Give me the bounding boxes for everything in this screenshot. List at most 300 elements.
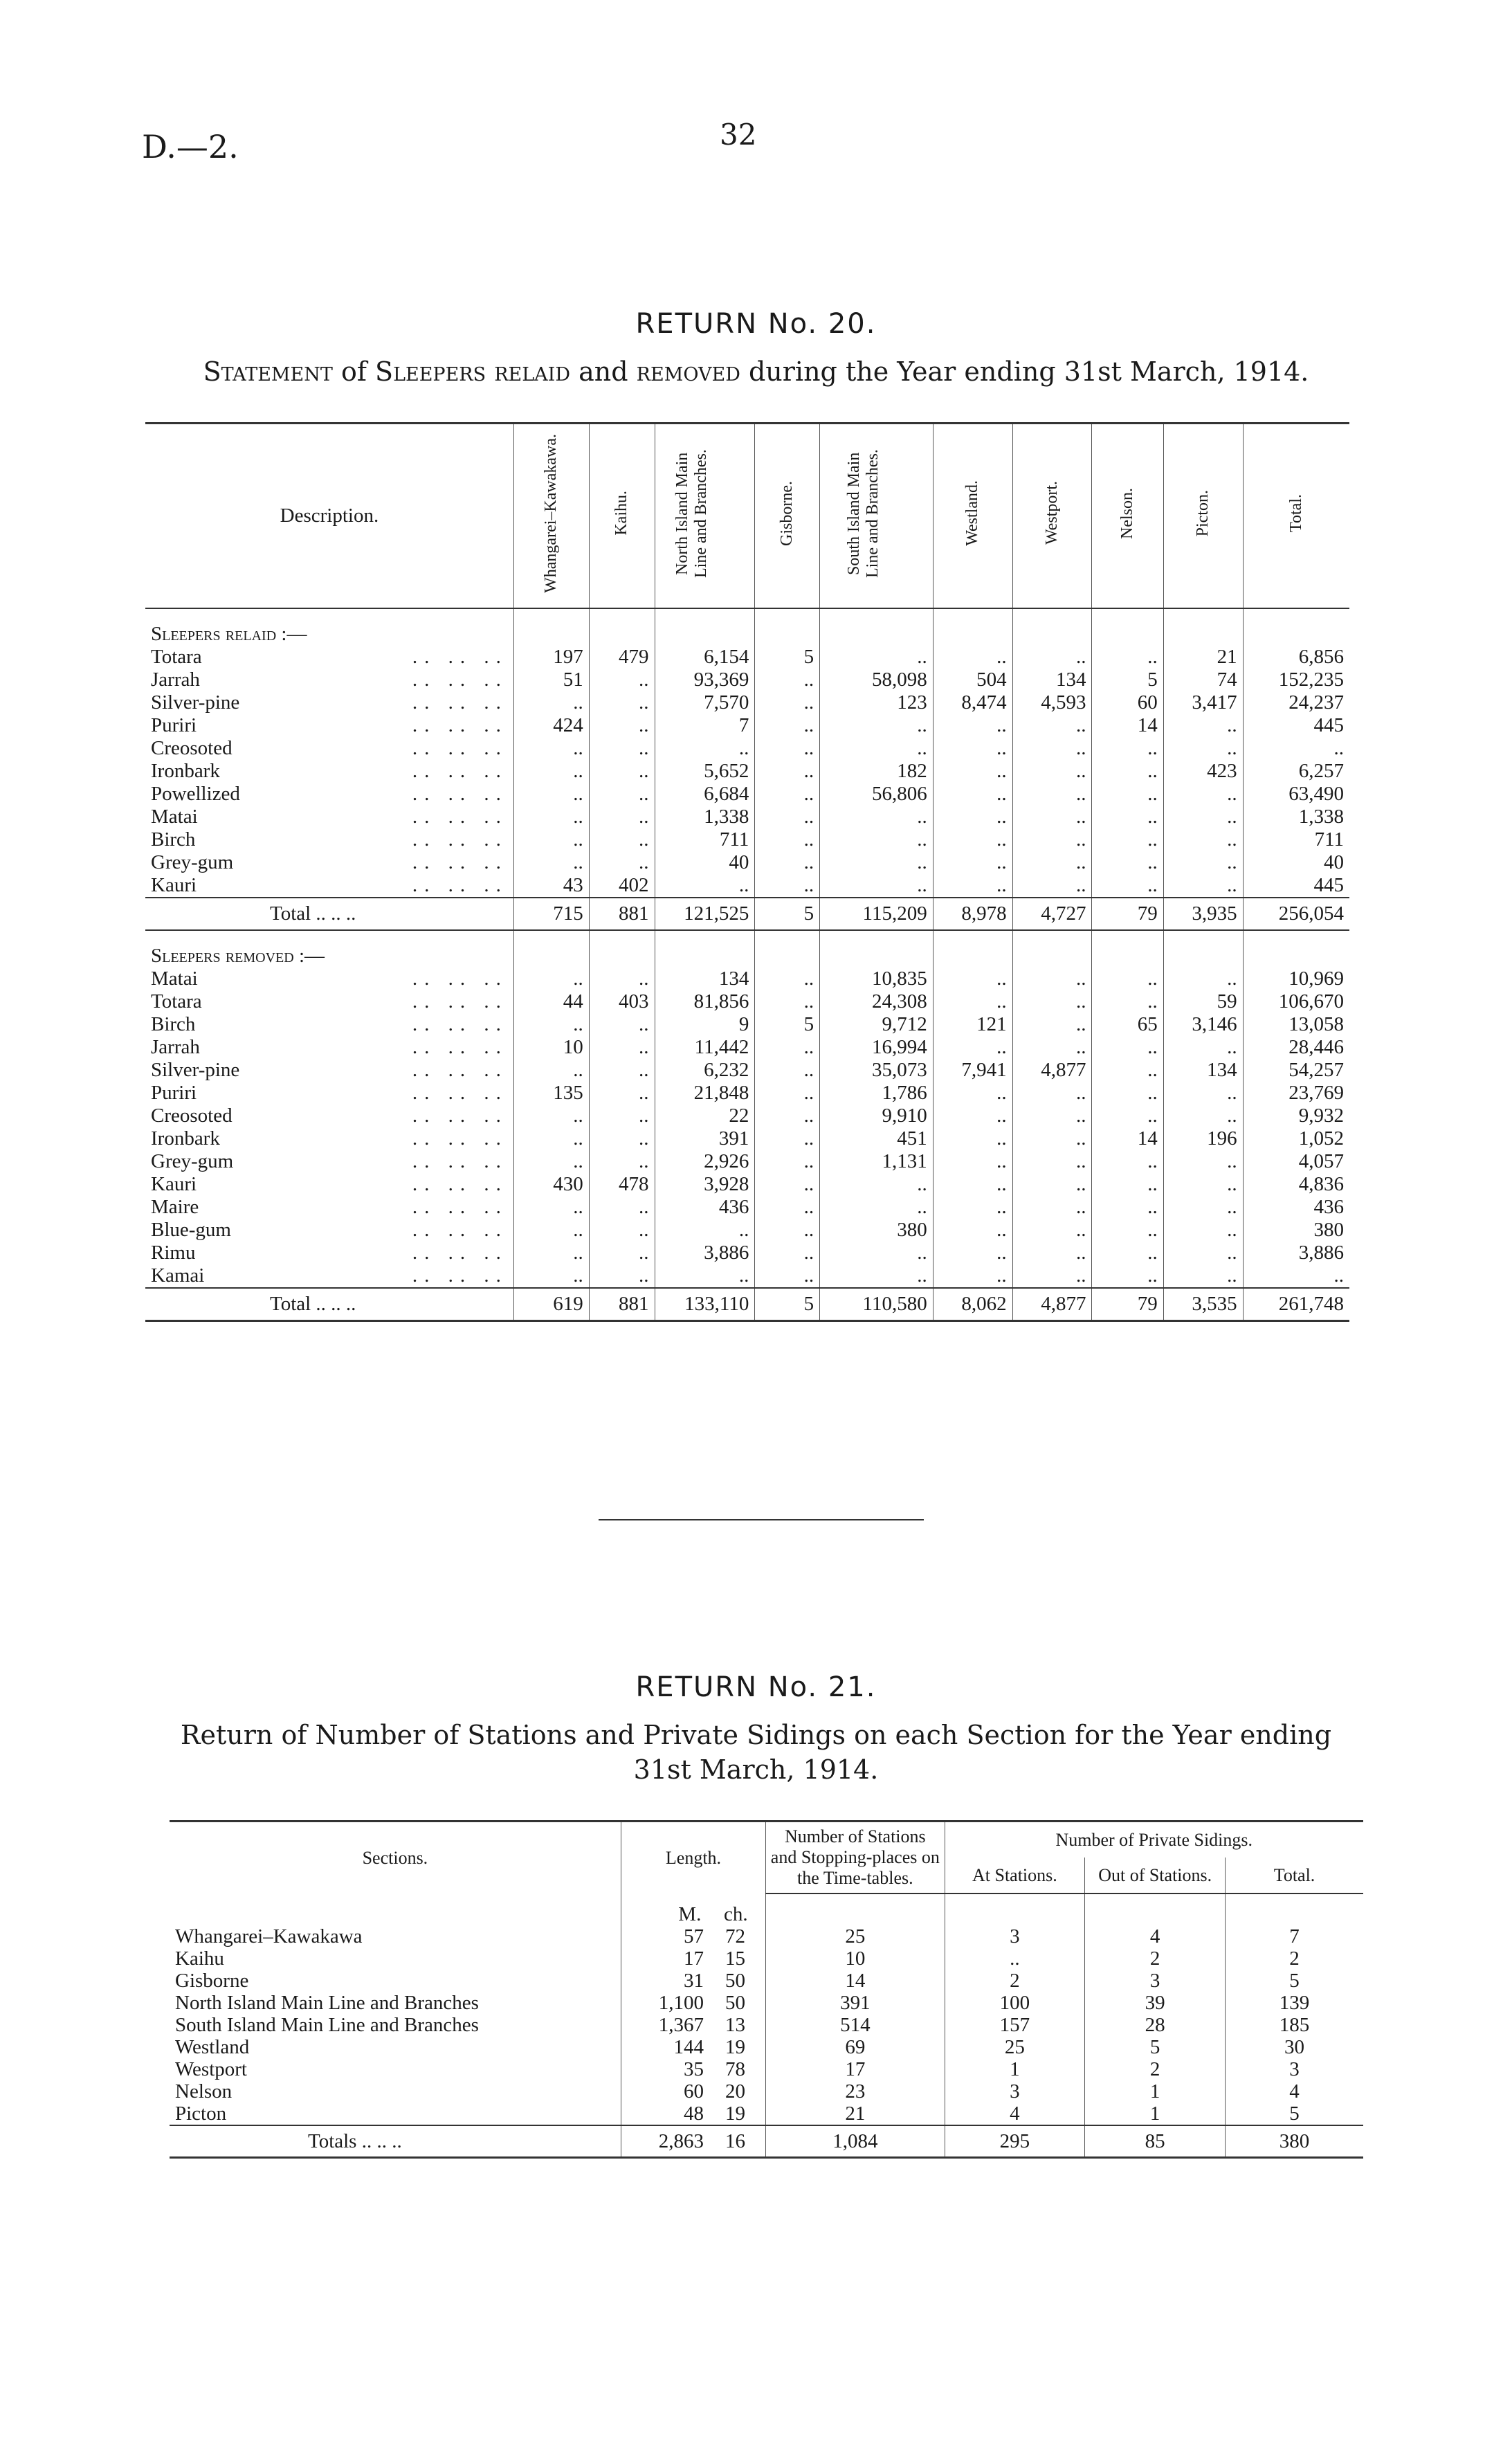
- unit-miles: M.: [678, 1903, 702, 1925]
- miles-value: 60: [683, 2080, 704, 2103]
- value-cell: ..: [589, 1036, 655, 1059]
- value-cell: 23: [766, 2080, 945, 2103]
- section-name: Westland: [175, 2036, 250, 2058]
- col-south-island: South Island Main Line and Branches.: [845, 448, 882, 578]
- leader-dots: .. .. ..: [412, 968, 508, 990]
- leader-dots: .. .. ..: [412, 990, 508, 1012]
- table-row: [145, 1105, 1349, 1127]
- value-cell: 24,237: [1243, 691, 1349, 714]
- row-label: Creosoted .. .. ..: [151, 737, 508, 759]
- value-cell: ..: [589, 1082, 655, 1105]
- value-cell: 4,057: [1243, 1150, 1349, 1173]
- col-sections: Sections.: [170, 1822, 621, 1894]
- leader-dots: .. .. ..: [412, 737, 508, 759]
- value-cell: 14: [1092, 1127, 1163, 1150]
- total-row: [145, 1288, 1349, 1321]
- row-label: Creosoted .. .. ..: [151, 1105, 508, 1127]
- value-cell: ..: [755, 760, 820, 783]
- value-cell: 59: [1163, 990, 1243, 1013]
- leader-dots: .. .. ..: [412, 691, 508, 714]
- value-cell: ..: [589, 783, 655, 806]
- empty-cell: [1092, 608, 1163, 646]
- row-label: Powellized .. .. ..: [151, 783, 508, 805]
- chains-value: 19: [725, 2103, 745, 2125]
- value-cell: ..: [755, 968, 820, 990]
- value-cell: ..: [1092, 1196, 1163, 1219]
- value-cell: 1: [945, 2058, 1085, 2080]
- value-cell: 4,593: [1012, 691, 1092, 714]
- value-cell: 25: [945, 2036, 1085, 2058]
- value-cell: ..: [933, 714, 1012, 737]
- section-name: Nelson: [175, 2080, 233, 2103]
- value-cell: ..: [755, 806, 820, 828]
- value-cell: 3,928: [655, 1173, 755, 1196]
- value-cell: ..: [755, 828, 820, 851]
- table-row: [145, 691, 1349, 714]
- value-cell: ..: [589, 1059, 655, 1082]
- empty-cell: [1243, 930, 1349, 968]
- leader-dots: .. .. ..: [412, 1127, 508, 1150]
- value-cell: ..: [513, 1196, 589, 1219]
- value-cell: 6,856: [1243, 646, 1349, 669]
- value-cell: 7,941: [933, 1059, 1012, 1082]
- miles-value: 48: [683, 2103, 704, 2125]
- empty-cell: [933, 930, 1012, 968]
- value-cell: 79: [1092, 1288, 1163, 1321]
- value-cell: 295: [945, 2125, 1085, 2158]
- value-cell: 5: [755, 1288, 820, 1321]
- value-cell: 4: [1085, 1925, 1226, 1947]
- value-cell: ..: [933, 1036, 1012, 1059]
- value-cell: 133,110: [655, 1288, 755, 1321]
- value-cell: ..: [755, 1196, 820, 1219]
- value-cell: ..: [820, 646, 933, 669]
- value-cell: 479: [589, 646, 655, 669]
- col-picton: Picton.: [1194, 489, 1212, 537]
- value-cell: 23,769: [1243, 1082, 1349, 1105]
- value-cell: ..: [755, 1219, 820, 1242]
- value-cell: 1,084: [766, 2125, 945, 2158]
- value-cell: 25: [766, 1925, 945, 1947]
- value-cell: 3,417: [1163, 691, 1243, 714]
- value-cell: 3,535: [1163, 1288, 1243, 1321]
- value-cell: 185: [1226, 2014, 1363, 2036]
- value-cell: ..: [820, 851, 933, 874]
- empty-cell: [513, 930, 589, 968]
- value-cell: 5: [1226, 1970, 1363, 1992]
- chains-value: 50: [725, 1992, 745, 2014]
- value-cell: ..: [589, 1219, 655, 1242]
- leader-dots: .. .. ..: [412, 1059, 508, 1081]
- value-cell: 135: [513, 1082, 589, 1105]
- leader-dots: .. .. ..: [412, 1013, 508, 1035]
- row-label: Ironbark .. .. ..: [151, 760, 508, 782]
- value-cell: ..: [513, 1264, 589, 1288]
- miles-value: 31: [683, 1970, 704, 1992]
- col-total: Total.: [1286, 494, 1305, 532]
- value-cell: 436: [1243, 1196, 1349, 1219]
- value-cell: ..: [1163, 783, 1243, 806]
- leader-dots: .. .. ..: [412, 1082, 508, 1104]
- chains-value: 72: [725, 1925, 745, 1947]
- value-cell: 423: [1163, 760, 1243, 783]
- value-cell: ..: [820, 737, 933, 760]
- empty-cell: [589, 930, 655, 968]
- value-cell: ..: [1092, 760, 1163, 783]
- removed-heading-row: [145, 930, 1349, 968]
- value-cell: 58,098: [820, 669, 933, 691]
- value-cell: ..: [755, 691, 820, 714]
- value-cell: ..: [1243, 1264, 1349, 1288]
- col-stations: Number of Stations and Stopping-places on the Time-tables.: [766, 1822, 945, 1894]
- value-cell: 39: [1085, 1992, 1226, 2014]
- total-row: [170, 2125, 1363, 2158]
- value-cell: ..: [933, 1264, 1012, 1288]
- value-cell: ..: [933, 1173, 1012, 1196]
- leader-dots: .. .. ..: [412, 806, 508, 828]
- chains-value: 13: [725, 2014, 745, 2036]
- row-label: Grey-gum .. .. ..: [151, 1150, 508, 1172]
- value-cell: 4: [1226, 2080, 1363, 2103]
- value-cell: 10,969: [1243, 968, 1349, 990]
- value-cell: 5: [1226, 2103, 1363, 2125]
- empty-cell: [1012, 608, 1092, 646]
- value-cell: 1: [1085, 2103, 1226, 2125]
- length-cell: [621, 1947, 765, 1970]
- total-row: [145, 898, 1349, 930]
- return-21-statement-line2: 31st March, 1914.: [633, 1754, 879, 1785]
- value-cell: 445: [1243, 714, 1349, 737]
- return-20-table: [145, 422, 1349, 1322]
- value-cell: 711: [655, 828, 755, 851]
- value-cell: 115,209: [820, 898, 933, 930]
- leader-dots: .. .. ..: [412, 1219, 508, 1241]
- value-cell: ..: [1012, 851, 1092, 874]
- empty-cell: [755, 930, 820, 968]
- value-cell: 881: [589, 898, 655, 930]
- value-cell: ..: [589, 1105, 655, 1127]
- value-cell: 81,856: [655, 990, 755, 1013]
- row-label: Totara .. .. ..: [151, 646, 508, 668]
- value-cell: ..: [1092, 874, 1163, 898]
- value-cell: ..: [1012, 714, 1092, 737]
- value-cell: ..: [755, 1105, 820, 1127]
- value-cell: 28,446: [1243, 1036, 1349, 1059]
- table-row: [145, 737, 1349, 760]
- value-cell: ..: [1243, 737, 1349, 760]
- value-cell: ..: [1092, 828, 1163, 851]
- value-cell: 5: [755, 1013, 820, 1036]
- value-cell: 478: [589, 1173, 655, 1196]
- value-cell: 3,146: [1163, 1013, 1243, 1036]
- row-label: Blue-gum .. .. ..: [151, 1219, 508, 1241]
- value-cell: 196: [1163, 1127, 1243, 1150]
- return-21-table: [170, 1820, 1363, 2159]
- value-cell: 380: [1243, 1219, 1349, 1242]
- table-row: [145, 669, 1349, 691]
- table-row: [145, 1082, 1349, 1105]
- value-cell: ..: [1163, 1105, 1243, 1127]
- value-cell: 6,232: [655, 1059, 755, 1082]
- chains-value: 78: [725, 2058, 745, 2080]
- value-cell: 403: [589, 990, 655, 1013]
- row-label: Rimu .. .. ..: [151, 1242, 508, 1264]
- value-cell: 14: [1092, 714, 1163, 737]
- value-cell: ..: [1163, 1082, 1243, 1105]
- value-cell: 3,935: [1163, 898, 1243, 930]
- value-cell: ..: [755, 783, 820, 806]
- value-cell: 4,727: [1012, 898, 1092, 930]
- value-cell: 24,308: [820, 990, 933, 1013]
- value-cell: ..: [755, 669, 820, 691]
- value-cell: ..: [933, 1105, 1012, 1127]
- section-divider: [599, 1519, 924, 1520]
- value-cell: 51: [513, 669, 589, 691]
- value-cell: ..: [1092, 1059, 1163, 1082]
- value-cell: ..: [1012, 1219, 1092, 1242]
- empty-cell: [655, 608, 755, 646]
- value-cell: ..: [1092, 1242, 1163, 1264]
- length-cell: [621, 1970, 765, 1992]
- document-code: D.—2.: [142, 128, 239, 165]
- empty-cell: [820, 608, 933, 646]
- value-cell: 1,052: [1243, 1127, 1349, 1150]
- value-cell: 424: [513, 714, 589, 737]
- value-cell: ..: [1012, 828, 1092, 851]
- value-cell: 711: [1243, 828, 1349, 851]
- value-cell: 2: [1085, 1947, 1226, 1970]
- value-cell: 85: [1085, 2125, 1226, 2158]
- col-out-stations: Out of Stations.: [1085, 1858, 1226, 1894]
- value-cell: 69: [766, 2036, 945, 2058]
- row-label: Puriri .. .. ..: [151, 1082, 508, 1104]
- return-20-statement: Statement of Sleepers relaid and removed during the Year ending 31st March, 1914.: [203, 356, 1309, 387]
- value-cell: 17: [766, 2058, 945, 2080]
- value-cell: 4: [945, 2103, 1085, 2125]
- value-cell: ..: [1012, 1127, 1092, 1150]
- length-cell: [621, 2058, 765, 2080]
- value-cell: 9,712: [820, 1013, 933, 1036]
- col-at-stations: At Stations.: [945, 1858, 1085, 1894]
- value-cell: ..: [1163, 1264, 1243, 1288]
- value-cell: ..: [513, 1219, 589, 1242]
- value-cell: ..: [1163, 828, 1243, 851]
- value-cell: ..: [1012, 990, 1092, 1013]
- value-cell: ..: [933, 851, 1012, 874]
- value-cell: ..: [513, 1242, 589, 1264]
- return-21-title: RETURN No. 21.: [635, 1671, 877, 1703]
- value-cell: 197: [513, 646, 589, 669]
- value-cell: ..: [1163, 714, 1243, 737]
- empty-cell: [589, 608, 655, 646]
- value-cell: 380: [820, 1219, 933, 1242]
- value-cell: ..: [1012, 1082, 1092, 1105]
- value-cell: 5: [755, 646, 820, 669]
- col-westport: Westport.: [1043, 481, 1062, 545]
- value-cell: ..: [1092, 1082, 1163, 1105]
- value-cell: ..: [933, 783, 1012, 806]
- empty-cell: [820, 930, 933, 968]
- value-cell: 7: [1226, 1925, 1363, 1947]
- value-cell: 110,580: [820, 1288, 933, 1321]
- value-cell: 380: [1226, 2125, 1363, 2158]
- value-cell: 40: [1243, 851, 1349, 874]
- table-row: [145, 1150, 1349, 1173]
- value-cell: ..: [933, 1150, 1012, 1173]
- empty-cell: [1012, 930, 1092, 968]
- value-cell: ..: [589, 1242, 655, 1264]
- section-name: North Island Main Line and Branches: [175, 1992, 479, 2014]
- leader-dots: .. .. ..: [412, 1242, 508, 1264]
- value-cell: 139: [1226, 1992, 1363, 2014]
- value-cell: 261,748: [1243, 1288, 1349, 1321]
- value-cell: 9: [655, 1013, 755, 1036]
- empty-cell: [1163, 930, 1243, 968]
- value-cell: ..: [933, 1082, 1012, 1105]
- value-cell: ..: [655, 1219, 755, 1242]
- value-cell: ..: [1163, 737, 1243, 760]
- leader-dots: .. .. ..: [412, 669, 508, 691]
- value-cell: 63,490: [1243, 783, 1349, 806]
- value-cell: ..: [755, 737, 820, 760]
- value-cell: 1,786: [820, 1082, 933, 1105]
- value-cell: ..: [513, 828, 589, 851]
- miles-value: 35: [683, 2058, 704, 2080]
- value-cell: 35,073: [820, 1059, 933, 1082]
- value-cell: 9,932: [1243, 1105, 1349, 1127]
- value-cell: ..: [755, 1150, 820, 1173]
- value-cell: ..: [1012, 1013, 1092, 1036]
- value-cell: ..: [933, 874, 1012, 898]
- value-cell: ..: [1163, 1196, 1243, 1219]
- value-cell: ..: [513, 1150, 589, 1173]
- value-cell: 60: [1092, 691, 1163, 714]
- value-cell: ..: [1163, 1173, 1243, 1196]
- leader-dots: .. .. ..: [412, 1196, 508, 1218]
- value-cell: ..: [1092, 1219, 1163, 1242]
- value-cell: 56,806: [820, 783, 933, 806]
- value-cell: 21: [1163, 646, 1243, 669]
- value-cell: ..: [589, 714, 655, 737]
- row-label: Ironbark .. .. ..: [151, 1127, 508, 1150]
- value-cell: ..: [933, 968, 1012, 990]
- miles-value: 1,100: [658, 1992, 704, 2014]
- value-cell: 134: [1163, 1059, 1243, 1082]
- value-cell: 157: [945, 2014, 1085, 2036]
- value-cell: ..: [1163, 1150, 1243, 1173]
- value-cell: ..: [755, 990, 820, 1013]
- value-cell: ..: [513, 1013, 589, 1036]
- chains-value: 20: [725, 2080, 745, 2103]
- leader-dots: .. .. ..: [412, 760, 508, 782]
- value-cell: 43: [513, 874, 589, 898]
- col-gisborne: Gisborne.: [778, 480, 796, 546]
- col-westland: Westland.: [963, 480, 982, 546]
- value-cell: 436: [655, 1196, 755, 1219]
- leader-dots: .. .. ..: [412, 714, 508, 736]
- value-cell: 3: [1085, 1970, 1226, 1992]
- value-cell: 5: [1092, 669, 1163, 691]
- value-cell: 451: [820, 1127, 933, 1150]
- value-cell: 1,338: [1243, 806, 1349, 828]
- value-cell: ..: [933, 1127, 1012, 1150]
- table-row: [145, 1127, 1349, 1150]
- value-cell: ..: [755, 1173, 820, 1196]
- value-cell: ..: [1092, 806, 1163, 828]
- col-total-sidings: Total.: [1226, 1858, 1363, 1894]
- section-name: Westport: [175, 2058, 247, 2080]
- row-label: Matai .. .. ..: [151, 968, 508, 990]
- value-cell: 6,154: [655, 646, 755, 669]
- leader-dots: .. .. ..: [412, 1036, 508, 1058]
- length-cell: [621, 1992, 765, 2014]
- value-cell: ..: [1012, 737, 1092, 760]
- value-cell: ..: [589, 1150, 655, 1173]
- row-label: Maire .. .. ..: [151, 1196, 508, 1218]
- value-cell: ..: [655, 1264, 755, 1288]
- value-cell: 1,131: [820, 1150, 933, 1173]
- table-row: [145, 714, 1349, 737]
- value-cell: ..: [589, 669, 655, 691]
- value-cell: 182: [820, 760, 933, 783]
- chains-value: 16: [725, 2130, 745, 2152]
- value-cell: ..: [933, 1196, 1012, 1219]
- value-cell: 504: [933, 669, 1012, 691]
- value-cell: 7,570: [655, 691, 755, 714]
- value-cell: ..: [755, 1264, 820, 1288]
- section-name: Whangarei–Kawakawa: [175, 1925, 363, 1947]
- value-cell: ..: [820, 874, 933, 898]
- leader-dots: .. .. ..: [412, 1105, 508, 1127]
- row-label: Kamai .. .. ..: [151, 1264, 508, 1287]
- value-cell: 4,877: [1012, 1288, 1092, 1321]
- value-cell: ..: [1012, 783, 1092, 806]
- value-cell: ..: [933, 737, 1012, 760]
- table-row: [170, 2036, 1363, 2058]
- section-name: Kaihu: [175, 1947, 224, 1970]
- empty-cell: [755, 608, 820, 646]
- value-cell: ..: [513, 1127, 589, 1150]
- value-cell: 21,848: [655, 1082, 755, 1105]
- row-label: Kauri .. .. ..: [151, 1173, 508, 1195]
- value-cell: ..: [589, 851, 655, 874]
- table-row: [145, 1242, 1349, 1264]
- col-north-island: North Island Main Line and Branches.: [673, 448, 711, 578]
- value-cell: ..: [513, 783, 589, 806]
- value-cell: ..: [589, 968, 655, 990]
- leader-dots: .. .. ..: [412, 828, 508, 851]
- value-cell: ..: [513, 806, 589, 828]
- table-row: [170, 2014, 1363, 2036]
- value-cell: ..: [933, 806, 1012, 828]
- leader-dots: .. .. ..: [412, 1264, 508, 1287]
- empty-cell: [1243, 608, 1349, 646]
- value-cell: 8,474: [933, 691, 1012, 714]
- value-cell: ..: [820, 806, 933, 828]
- section-heading: Sleepers relaid :—: [151, 623, 307, 645]
- value-cell: ..: [589, 691, 655, 714]
- miles-value: 144: [673, 2036, 704, 2058]
- value-cell: ..: [755, 1082, 820, 1105]
- value-cell: 3: [945, 2080, 1085, 2103]
- value-cell: ..: [513, 1059, 589, 1082]
- value-cell: ..: [820, 828, 933, 851]
- value-cell: 430: [513, 1173, 589, 1196]
- table-row: [170, 2080, 1363, 2103]
- value-cell: ..: [513, 760, 589, 783]
- table-row: [145, 1059, 1349, 1082]
- length-cell: [621, 2080, 765, 2103]
